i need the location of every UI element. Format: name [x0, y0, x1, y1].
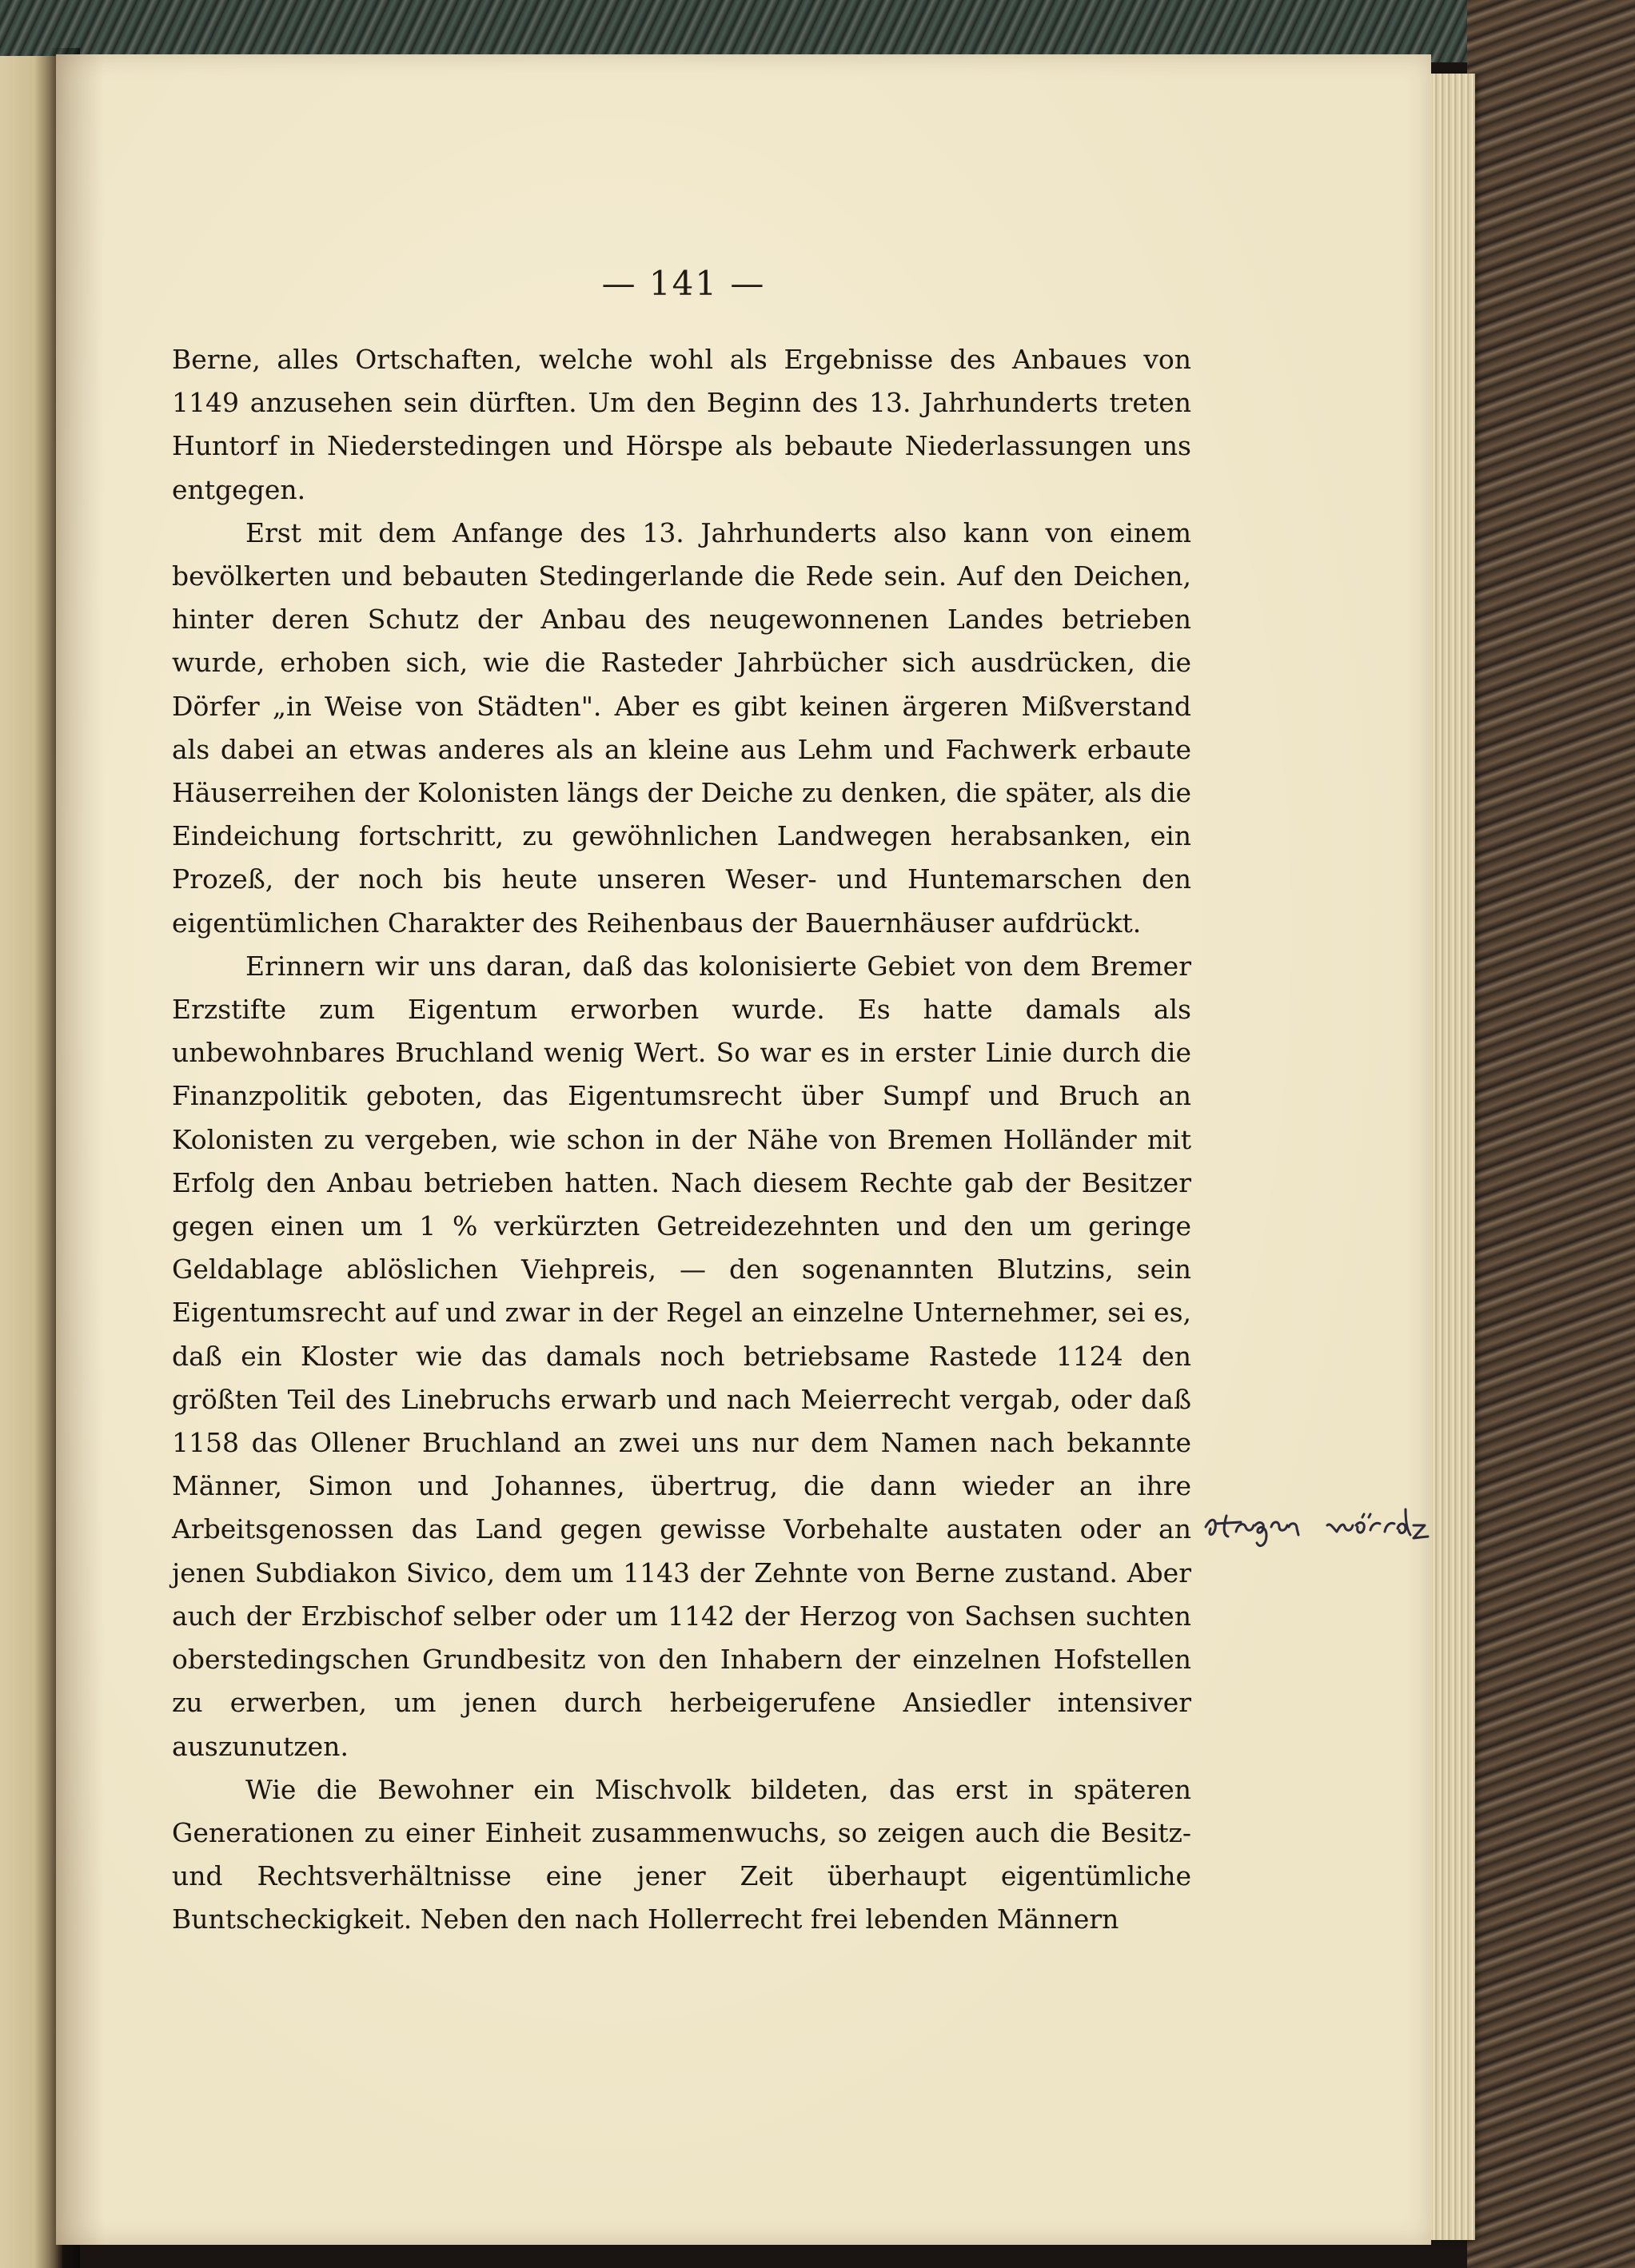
- page-body: [172, 338, 1191, 1942]
- page-number: — 141 —: [601, 264, 766, 303]
- paragraph-1: Berne, alles Ortschaften, welche wohl als Ergebnisse des Anbaues von 1149 anzusehen sein dürften. Um den Beginn des 13. Jahrhunderts treten Huntorf in Niederstedingen und Hörspe als bebaute Niederlassungen uns entgegen.: [172, 344, 1191, 505]
- marbled-binding-top: [0, 0, 1635, 62]
- marbled-cover-right: [1467, 0, 1635, 2268]
- paragraph-2: Erst mit dem Anfange des 13. Jahrhunderts also kann von einem bevölkerten und bebauten Stedingerlande die Rede sein. Auf den Deichen, hinter deren Schutz der Anbau des neugewonnenen Landes betrieben wurde, erhoben sich, wie die Rasteder Jahrbücher sich ausdrücken, die Dörfer „in Weise von Städten". Aber es gibt keinen ärgeren Mißverstand als dabei an etwas anderes als an kleine aus Lehm und Fachwerk erbaute Häuserreihen der Kolonisten längs der Deiche zu denken, die später, als die Eindeichung fortschritt, zu gewöhnlichen Landwegen herabsanken, ein Prozeß, der noch bis heute unseren Weser- und Huntemarschen den eigentümlichen Charakter des Reihenbaus der Bauernhäuser aufdrückt.: [172, 516, 1191, 939]
- handwritten-margin-note: [1199, 1485, 1463, 1565]
- book-page: [56, 54, 1431, 2245]
- handwriting-picture: [1199, 1485, 1463, 1565]
- paragraph-4: Wie die Bewohner ein Mischvolk bildeten, das erst in späteren Generationen zu einer Einheit zusammenwuchs, so zeigen auch die Besitz- und Rechtsverhältnisse eine jener Zeit überhaupt eigentümliche Buntscheckigkeit. Neben den nach Hollerrecht frei lebenden Männern: [172, 1773, 1191, 1935]
- paragraph-3: Erinnern wir uns daran, daß das kolonisierte Gebiet von dem Bremer Erzstifte zum Eigentum erworben wurde. Es hatte damals als unbewohnbares Bruchland wenig Wert. So war es in erster Linie durch die Finanzpolitik geboten, das Eigentumsrecht über Sumpf und Bruch an Kolonisten zu vergeben, wie schon in der Nähe von Bremen Holländer mit Erfolg den Anbau betrieben hatten. Nach diesem Rechte gab der Besitzer gegen einen um 1 % verkürzten Getreidezehnten und den um geringe Geldablage ablöslichen Viehpreis, — den sogenannten Blutzins, sein Eigentumsrecht auf und zwar in der Regel an einzelne Unternehmer, sei es, daß ein Kloster wie das damals noch betriebsame Rastede 1124 den größten Teil des Linebruchs erwarb und nach Meierrecht vergab, oder daß 1158 das Ollener Bruchland an zwei uns nur dem Namen nach bekannte Männer, Simon und Johannes, übertrug, die dann wieder an ihre Arbeitsgenossen das Land gegen gewisse Vorbehalte austaten oder an jenen Subdiakon Sivico, dem um 1143 der Zehnte von Berne zustand. Aber auch der Erzbischof selber oder um 1142 der Herzog von Sachsen suchten oberstedingschen Grundbesitz von den Inhabern der einzelnen Hofstellen zu erwerben, um jenen durch herbeigerufene Ansiedler intensiver auszunutzen.: [172, 950, 1191, 1762]
